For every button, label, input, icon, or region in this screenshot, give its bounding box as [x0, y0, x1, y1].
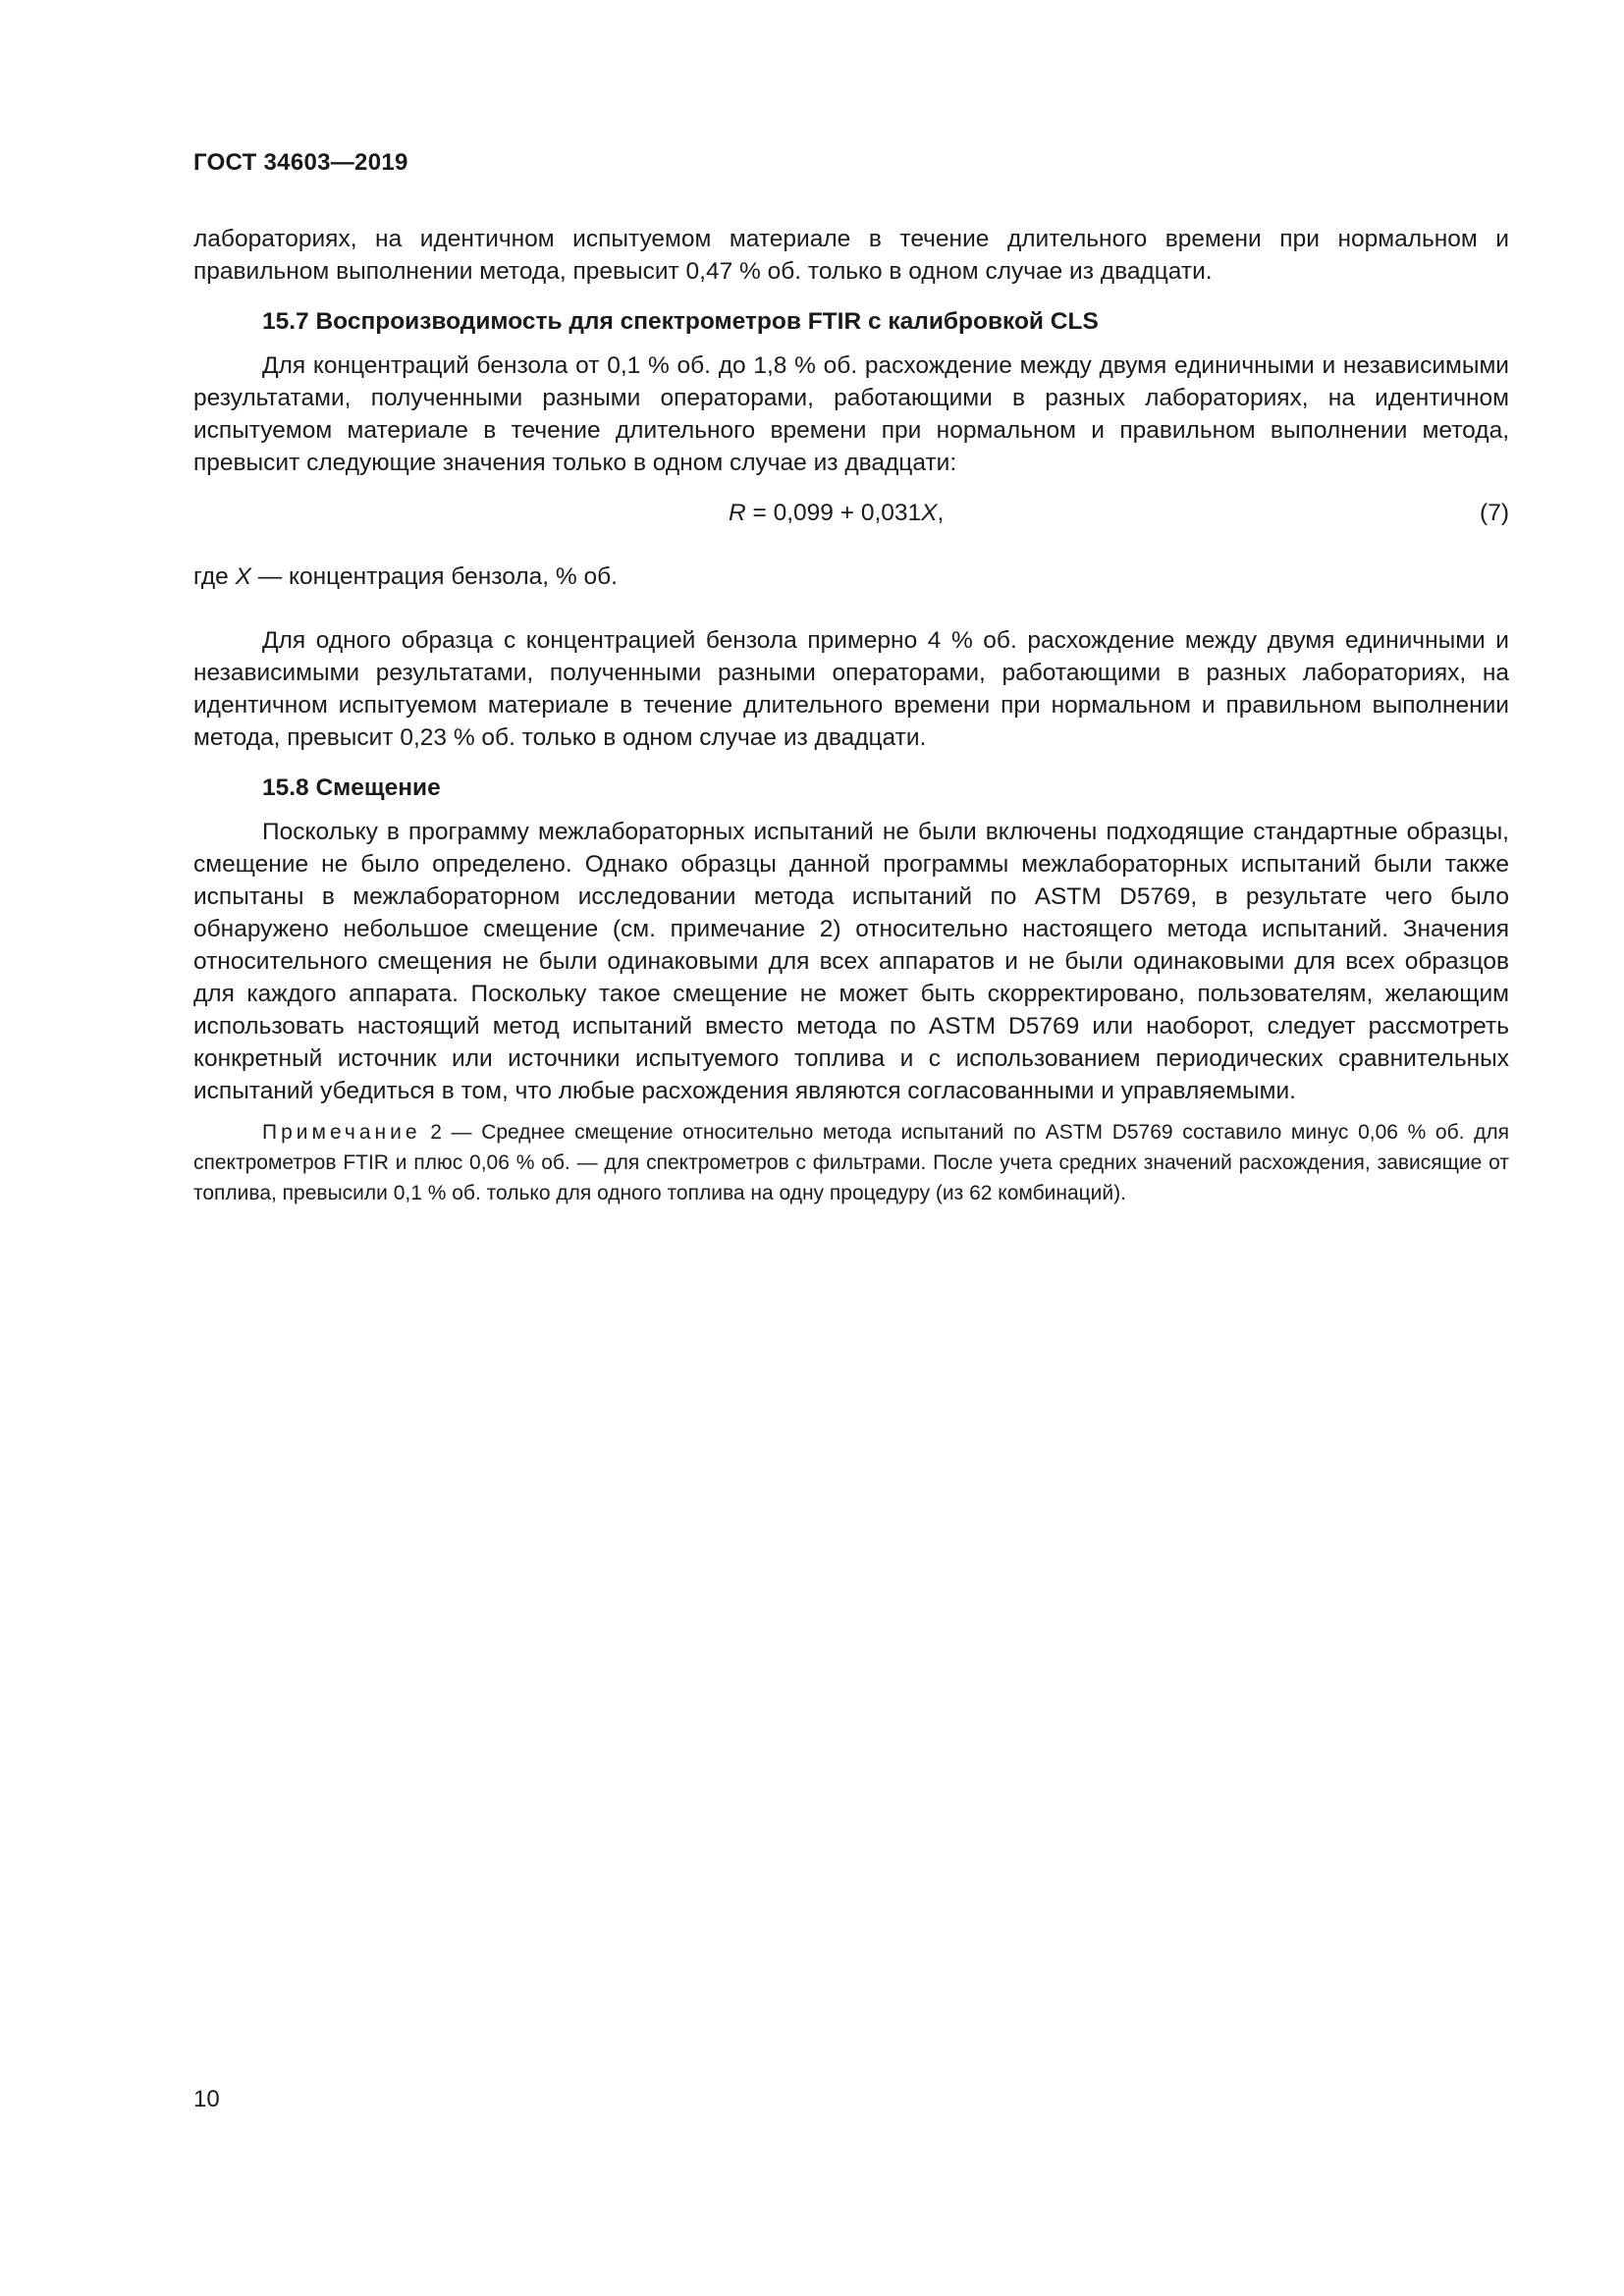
formula-var-r: R [729, 500, 746, 526]
paragraph-15-7-intro: Для концентраций бензола от 0,1 % об. до 1,8 % об. расхождение между двумя единичными и независимыми результатами, полученными разными операторами, работающими в разных лабораториях, на идентичном испытуемом материале в течение длительного времени при нормальном и правильном выполнении метода, превысит следующие значения только в одном случае из двадцати: [193, 352, 1509, 476]
formula-7 [193, 497, 1509, 529]
note-text: 2 — Среднее смещение относительно метода испытаний по ASTM D5769 составило минус 0,06 % об. для спектрометров FTIR и плюс 0,06 % об. — для спектрометров с фильтрами. После учета средних значений расхождения, зависящие от топлива, превысили 0,1 % об. только для одного топлива на одну процедуру (из 62 комбинаций). [193, 1121, 1509, 1204]
formula-where-clause [193, 561, 1509, 593]
where-prefix: где [193, 563, 236, 590]
paragraph-continued: лабораториях, на идентичном испытуемом материале в течение длительного времени при нормальном и правильном выполнении метода, превысит 0,47 % об. только в одном случае из двадцати. [193, 226, 1509, 285]
note-2 [193, 1117, 1509, 1208]
page-number: 10 [193, 2086, 220, 2112]
formula-expression [729, 497, 944, 529]
formula-middle: = 0,099 + 0,031 [745, 500, 922, 526]
document-header: ГОСТ 34603—2019 [193, 149, 408, 176]
formula-var-x: X [921, 500, 938, 526]
section-heading-15-8: 15.8 Смещение [262, 774, 441, 801]
note-label: Примечание [262, 1121, 421, 1144]
where-var: X [235, 563, 251, 590]
section-heading-15-7: 15.7 Воспроизводимость для спектрометров FTIR с калибровкой CLS [262, 308, 1099, 335]
formula-tail: , [937, 500, 945, 526]
formula-number: (7) [1480, 500, 1509, 526]
document-body [193, 223, 1509, 1208]
paragraph-15-8-bias: Поскольку в программу межлабораторных испытаний не были включены подходящие стандартные образцы, смещение не было определено. Однако образцы данной программы межлабораторных испытаний были также испытаны в межлабораторном исследовании метода испытаний по ASTM D5769, в результате чего было обнаружено небольшое смещение (см. примечание 2) относительно настоящего метода испытаний. Значения относительного смещения не были одинаковыми для всех аппаратов и не были одинаковыми для всех образцов для каждого аппарата. Поскольку такое смещение не может быть скорректировано, пользователям, желающим использовать настоящий метод испытаний вместо метода по ASTM D5769 или наоборот, следует рассмотреть конкретный источник или источники испытуемого топлива и с использованием периодических сравнительных испытаний убедиться в том, что любые расхождения являются согласованными и управляемыми. [193, 819, 1509, 1104]
paragraph-15-7-single-sample: Для одного образца с концентрацией бензола примерно 4 % об. расхождение между двумя единичными и независимыми результатами, полученными разными операторами, работающими в разных лабораториях, на идентичном испытуемом материале в течение длительного времени при нормальном и правильном выполнении метода, превысит 0,23 % об. только в одном случае из двадцати. [193, 627, 1509, 751]
where-text: — концентрация бензола, % об. [250, 563, 618, 590]
